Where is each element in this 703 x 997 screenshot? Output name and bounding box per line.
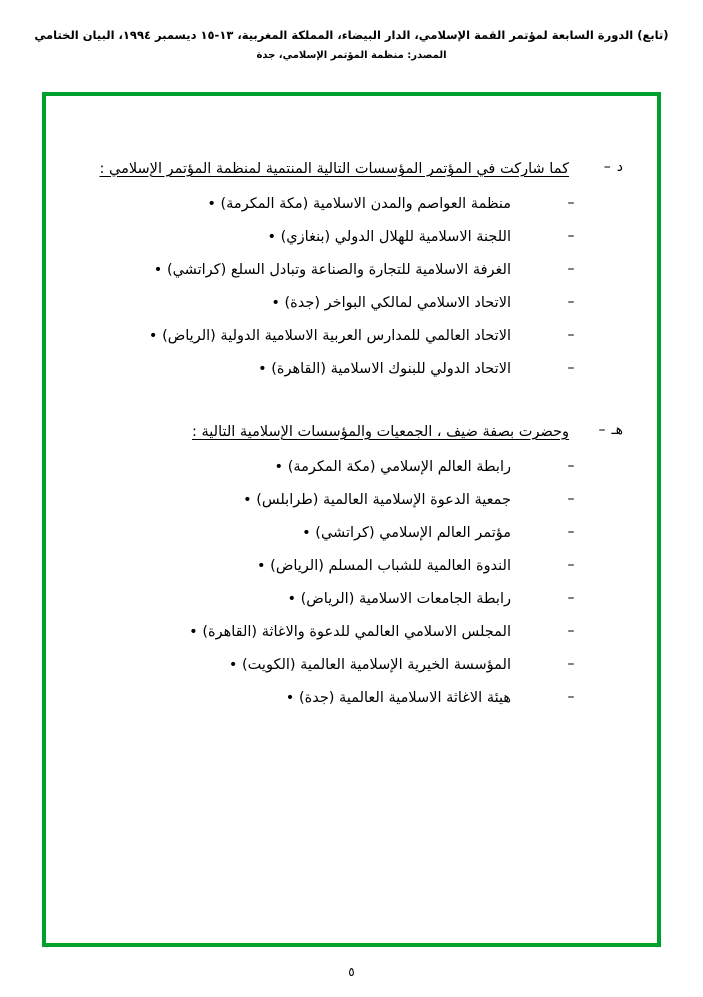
list-item — [72, 326, 631, 346]
list-item-label: اللجنة الاسلامية للهلال الدولي (بنغازي) • — [267, 229, 511, 245]
list-item-label: الاتحاد الدولي للبنوك الاسلامية (القاهرة) • — [258, 361, 511, 377]
document-body — [72, 158, 631, 724]
list-item-label: جمعية الدعوة الإسلامية العالمية (طرابلس) • — [243, 492, 511, 508]
list-item — [72, 556, 631, 576]
list-item — [72, 194, 631, 214]
section-d — [72, 158, 631, 379]
list-item — [72, 260, 631, 280]
list-item-dash: – — [567, 689, 575, 705]
section-h-list — [72, 457, 631, 708]
section-d-letter: د — [616, 159, 623, 175]
list-item-label: رابطة العالم الإسلامي (مكة المكرمة) • — [274, 459, 511, 475]
list-item-label: مؤتمر العالم الإسلامي (كراتشي) • — [302, 525, 511, 541]
section-d-dash: – — [603, 159, 611, 175]
section-d-list — [72, 194, 631, 379]
list-item-label: المجلس الاسلامي العالمي للدعوة والاغاثة (القاهرة) • — [189, 624, 511, 640]
list-item-dash: – — [567, 327, 575, 343]
list-item-label: هيئة الاغاثة الاسلامية العالمية (جدة) • — [285, 690, 511, 706]
section-d-heading — [72, 158, 631, 180]
section-h-letter: هـ — [611, 422, 623, 438]
list-item-dash: – — [567, 228, 575, 244]
section-d-marker — [569, 158, 623, 175]
page-header — [0, 0, 703, 65]
list-item-label: المؤسسة الخيرية الإسلامية العالمية (الكويت) • — [228, 657, 511, 673]
list-item-dash: – — [567, 294, 575, 310]
list-item-label: الندوة العالمية للشباب المسلم (الرياض) • — [257, 558, 511, 574]
list-item-label: الغرفة الاسلامية للتجارة والصناعة وتبادل السلع (كراتشي) • — [153, 262, 511, 278]
list-item-dash: – — [567, 623, 575, 639]
section-h-heading — [72, 421, 631, 443]
list-item-label: الاتحاد العالمي للمدارس العربية الاسلامية الدولية (الرياض) • — [148, 328, 511, 344]
list-item — [72, 359, 631, 379]
page-number: ٥ — [348, 965, 355, 979]
list-item-dash: – — [567, 656, 575, 672]
list-item-label: الاتحاد الاسلامي لمالكي البواخر (جدة) • — [271, 295, 511, 311]
list-item-dash: – — [567, 360, 575, 376]
section-d-title: كما شاركت في المؤتمر المؤسسات التالية المنتمية لمنظمة المؤتمر الإسلامي : — [99, 161, 569, 177]
header-source-line: المصدر: منظمة المؤتمر الإسلامي، جدة — [256, 50, 447, 61]
section-h-dash: – — [598, 422, 606, 438]
section-h-marker — [569, 421, 623, 438]
list-item — [72, 589, 631, 609]
list-item — [72, 490, 631, 510]
list-item-dash: – — [567, 261, 575, 277]
list-item — [72, 457, 631, 477]
list-item — [72, 523, 631, 543]
header-title-line: (تابع) الدورة السابعة لمؤتمر القمة الإسلامي، الدار البيضاء، المملكة المغربية، ١٣-١٥ ديسمبر ١٩٩٤، البيان الختامي — [34, 28, 669, 42]
list-item-dash: – — [567, 491, 575, 507]
section-h — [72, 421, 631, 708]
list-item-dash: – — [567, 524, 575, 540]
list-item — [72, 688, 631, 708]
green-border-frame — [42, 92, 661, 947]
section-h-title: وحضرت بصفة ضيف ، الجمعيات والمؤسسات الإسلامية التالية : — [192, 424, 569, 440]
list-item — [72, 293, 631, 313]
list-item-dash: – — [567, 590, 575, 606]
list-item-label: رابطة الجامعات الاسلامية (الرياض) • — [287, 591, 511, 607]
list-item — [72, 655, 631, 675]
list-item — [72, 622, 631, 642]
list-item — [72, 227, 631, 247]
list-item-dash: – — [567, 195, 575, 211]
list-item-label: منظمة العواصم والمدن الاسلامية (مكة المكرمة) • — [207, 196, 511, 212]
list-item-dash: – — [567, 557, 575, 573]
list-item-dash: – — [567, 458, 575, 474]
